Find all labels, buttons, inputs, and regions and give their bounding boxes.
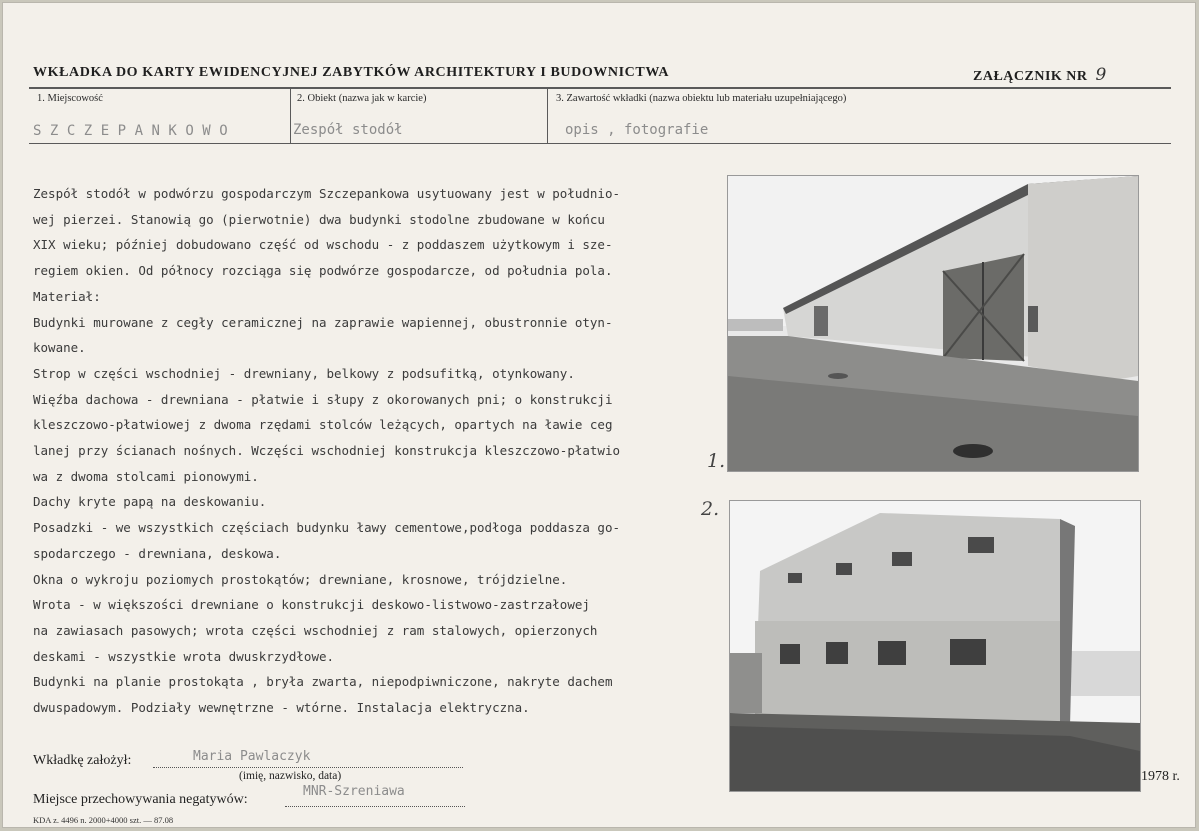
description-line: XIX wieku; później dobudowano część od wschodu - z poddaszem użytkowym i sze-: [33, 237, 613, 253]
description-line: Budynki murowane z cegły ceramicznej na zaprawie wapiennej, obustronnie otyn-: [33, 314, 613, 330]
locality-label: 1. Miejscowość: [37, 93, 103, 104]
description-line: lanej przy ścianach nośnych. Wczęści wschodniej konstrukcja kleszczowo-płatwio: [33, 443, 620, 459]
record-card: [2, 2, 1196, 828]
form-title: WKŁADKA DO KARTY EWIDENCYJNEJ ZABYTKÓW ARCHITEKTURY I BUDOWNICTWA: [33, 65, 670, 80]
description-line: dwuspadowym. Podziały wewnętrzne - wtórne. Instalacja elektryczna.: [33, 700, 530, 716]
photo-1: [727, 175, 1139, 472]
photo-2: [729, 500, 1141, 792]
object-value: Zespół stodół: [293, 122, 403, 138]
locality-value: SZCZEPANKOWO: [33, 123, 237, 139]
field-divider-2: [547, 88, 548, 143]
description-line: wej pierzei. Stanowią go (pierwotnie) dwa budynki stodolne zbudowane w końcu: [33, 211, 605, 227]
description-line: deskami - wszystkie wrota dwuskrzydłowe.: [33, 648, 335, 664]
print-info: KDA z. 4496 n. 2000+4000 szt. — 87.08: [33, 815, 174, 825]
description-line: wa z dwoma stolcami pionowymi.: [33, 468, 259, 484]
description-line: Strop w części wschodniej - drewniany, belkowy z podsufitką, otynkowany.: [33, 365, 575, 381]
contents-label: 3. Zawartość wkładki (nazwa obiektu lub materiału uzupełniającego): [556, 93, 847, 104]
header-rule-bottom: [29, 143, 1171, 144]
description-line: kleszczowo-płatwiowej z dwoma rzędami stolców leżących, opartych na ławie ceg: [33, 417, 613, 433]
author-line: [153, 767, 463, 768]
description-line: Wrota - w większości drewniane o konstrukcji deskowo-listwowo-zastrzałowej: [33, 597, 590, 613]
description-text: [33, 181, 713, 721]
description-line: na zawiasach pasowych; wrota części wschodniej z ram stalowych, opierzonych: [33, 622, 598, 638]
description-line: Okna o wykroju poziomych prostokątów; drewniane, krosnowe, trójdzielne.: [33, 571, 568, 587]
description-line: Budynki na planie prostokąta , bryła zwarta, niepodpiwniczone, nakryte dachem: [33, 674, 613, 690]
negatives-value: MNR-Szreniawa: [303, 784, 405, 799]
photo-2-image: [730, 501, 1140, 791]
author-value: Maria Pawlaczyk: [193, 749, 311, 764]
description-line: regiem okien. Od północy rozciąga się podwórze gospodarcze, od południa pola.: [33, 263, 613, 279]
photo-1-image: [728, 176, 1138, 471]
description-line: Posadzki - we wszystkich częściach budynku ławy cementowe,podłoga poddasza go-: [33, 520, 620, 536]
annex-number: 9: [1095, 65, 1107, 85]
description-line: spodarczego - drewniana, deskowa.: [33, 545, 282, 561]
negatives-line: [285, 806, 465, 807]
photo-1-number: 1.: [707, 450, 726, 472]
annex-label: [973, 65, 1107, 85]
description-line: Więźba dachowa - drewniana - płatwie i słupy z okorowanych pni; o konstrukcji: [33, 391, 613, 407]
field-divider-1: [290, 88, 291, 143]
object-label: 2. Obiekt (nazwa jak w karcie): [297, 93, 427, 104]
annex-label-text: ZAŁĄCZNIK NR: [973, 69, 1088, 84]
description-line: Zespół stodół w podwórzu gospodarczym Szczepankowa usytuowany jest w południo-: [33, 186, 620, 201]
description-line: kowane.: [33, 340, 86, 356]
author-hint: (imię, nazwisko, data): [239, 770, 342, 782]
year: 1978 r.: [1141, 769, 1180, 784]
description-line: Dachy kryte papą na deskowaniu.: [33, 494, 267, 510]
photo-2-number: 2.: [701, 498, 720, 520]
header-rule-top: [29, 87, 1171, 89]
description-line: Materiał:: [33, 288, 101, 304]
author-label: Wkładkę założył:: [33, 753, 132, 768]
contents-value: opis , fotografie: [565, 122, 709, 138]
negatives-label: Miejsce przechowywania negatywów:: [33, 792, 248, 807]
